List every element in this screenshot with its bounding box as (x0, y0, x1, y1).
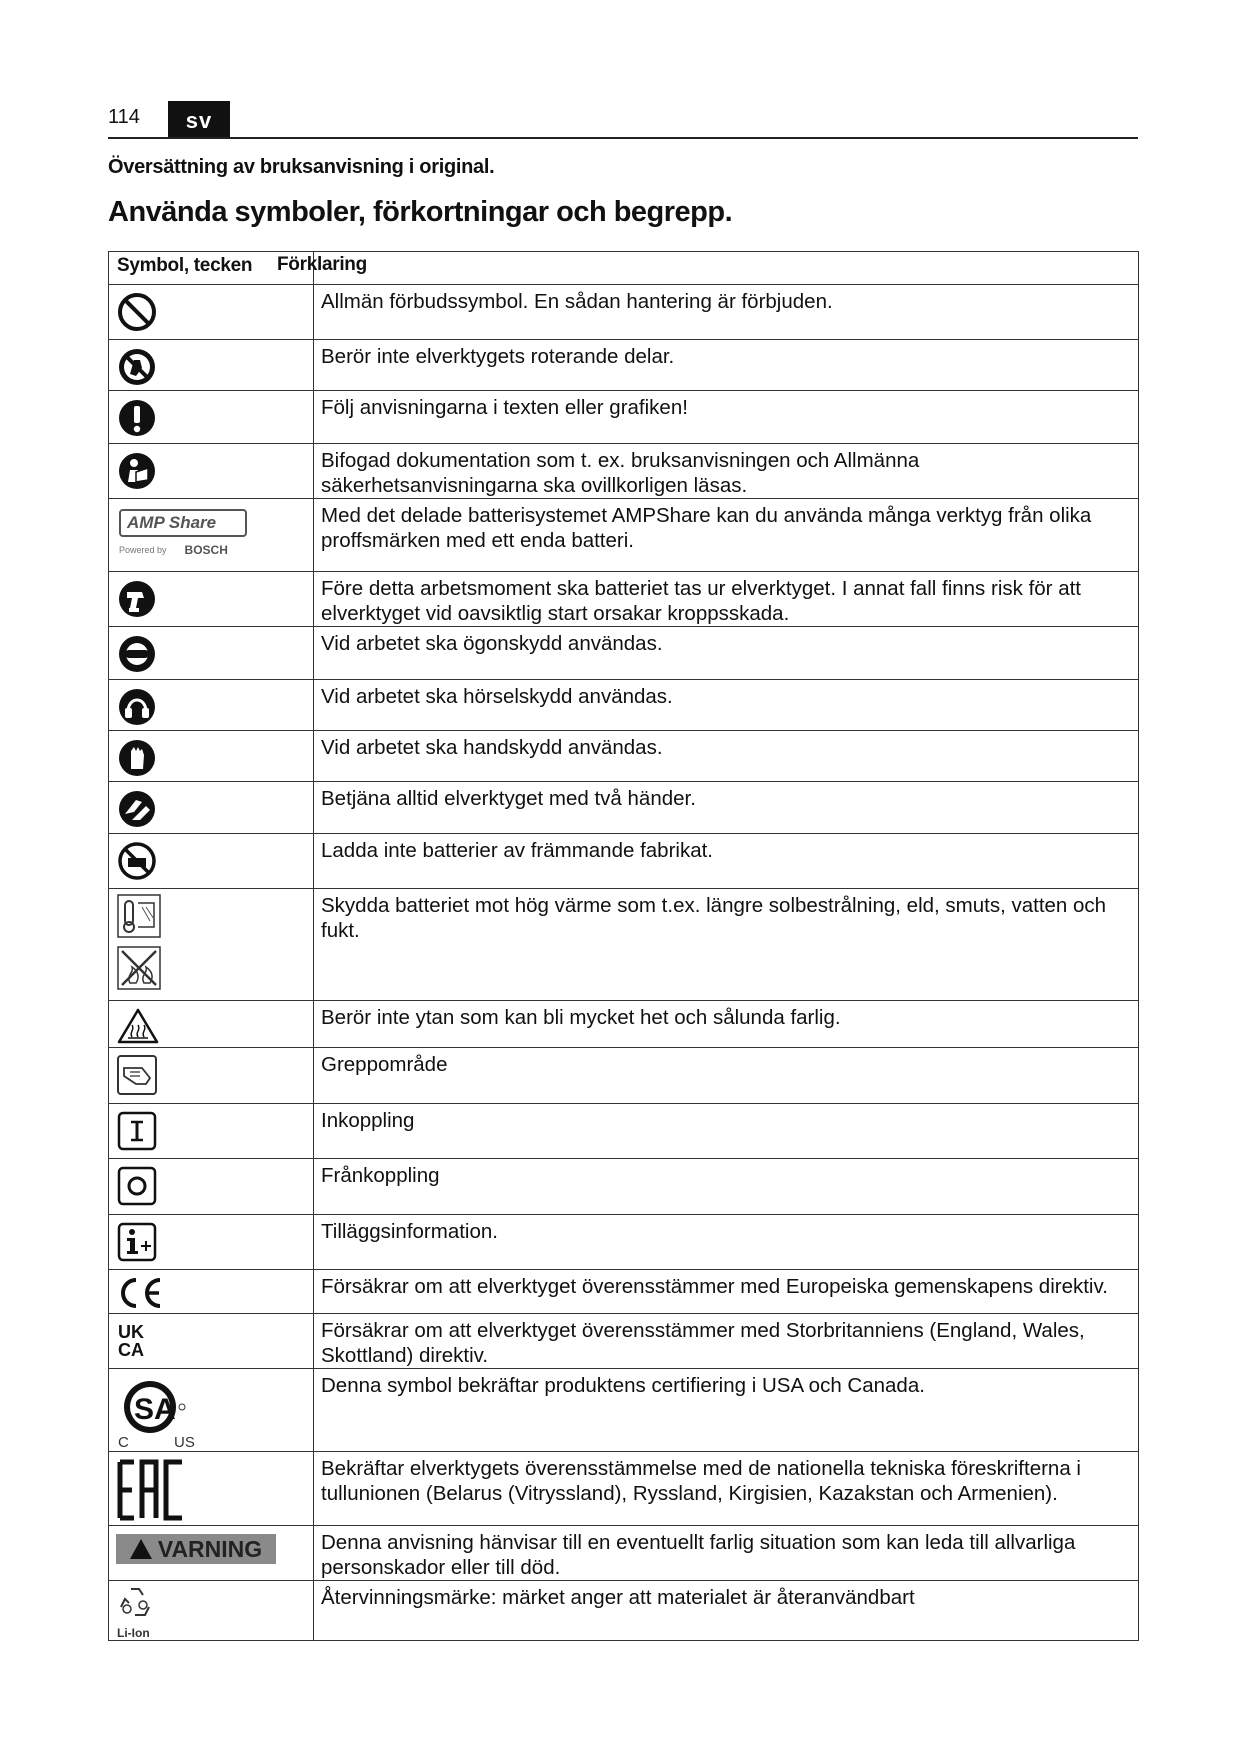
table-row (109, 1526, 1139, 1581)
table-row (109, 391, 1139, 444)
csa-c-text: C (118, 1434, 129, 1451)
row-text: Försäkrar om att elverktyget överensstämmer med Storbritanniens (England, Wales, Skottland) direktiv. (314, 1314, 1139, 1369)
exclamation-icon (116, 397, 158, 439)
no-touch-rotating-icon (116, 346, 158, 388)
col-symbol-header: Symbol, tecken (109, 252, 314, 285)
table-row (109, 1104, 1139, 1159)
ukca-bottom-text: CA (118, 1340, 144, 1360)
symbols-table (108, 251, 1139, 1641)
hearing-protection-icon (116, 686, 158, 728)
ampshare-powered-by: Powered by (119, 545, 167, 555)
row-text: Denna symbol bekräftar produktens certifiering i USA och Canada. (314, 1369, 1139, 1452)
warning-triangle-icon (130, 1539, 152, 1559)
table-row (109, 499, 1139, 572)
ukca-mark-icon (116, 1320, 156, 1360)
svg-text:SA: SA (134, 1393, 176, 1426)
row-text: Vid arbetet ska ögonskydd användas. (314, 627, 1139, 680)
table-row (109, 285, 1139, 340)
row-text: Skydda batteriet mot hög värme som t.ex. längre solbestrålning, eld, smuts, vatten och fukt. (314, 889, 1139, 1001)
bosch-brand: BOSCH (184, 543, 228, 557)
recycling-arrows-icon (117, 1585, 153, 1621)
hot-surface-icon (116, 1007, 160, 1045)
table-row (109, 782, 1139, 834)
csa-us-text: US (174, 1434, 195, 1451)
table-row (109, 627, 1139, 680)
col-explanation-header-label: Förklaring (277, 254, 367, 275)
table-row (109, 1270, 1139, 1314)
additional-info-icon (116, 1221, 158, 1263)
row-text: Bifogad dokumentation som t. ex. bruksanvisningen och Allmänna säkerhetsanvisningarna ska ovillkorligen läsas. (314, 444, 1139, 499)
row-text: Återvinningsmärke: märket anger att materialet är återanvändbart (314, 1581, 1139, 1641)
ampshare-logo-text: AMP Share (119, 509, 247, 537)
two-hands-icon (116, 788, 158, 830)
eye-protection-icon (116, 633, 158, 675)
table-row (109, 444, 1139, 499)
language-tab: sv (168, 101, 230, 138)
row-text: Frånkoppling (314, 1159, 1139, 1215)
table-row (109, 1048, 1139, 1104)
table-row (109, 572, 1139, 627)
row-text: Följ anvisningarna i texten eller grafiken! (314, 391, 1139, 444)
row-text: Allmän förbudssymbol. En sådan hantering är förbjuden. (314, 285, 1139, 340)
row-text: Berör inte elverktygets roterande delar. (314, 340, 1139, 391)
table-row (109, 1001, 1139, 1048)
ce-mark-icon (116, 1276, 166, 1310)
col-explanation-header (277, 252, 1139, 285)
csa-mark-icon (116, 1375, 206, 1451)
page-title: Använda symboler, förkortningar och begrepp. (108, 196, 733, 228)
battery-temperature-icon (116, 893, 162, 939)
row-text: Denna anvisning hänvisar till en eventuellt farlig situation som kan leda till allvarliga personskador eller till död. (314, 1526, 1139, 1581)
row-text: Greppområde (314, 1048, 1139, 1104)
eac-mark-icon (116, 1458, 188, 1522)
row-text: Med det delade batterisystemet AMPShare kan du använda många verktyg från olika proffsmärken med ett enda batteri. (314, 499, 1139, 572)
row-text: Vid arbetet ska handskydd användas. (314, 731, 1139, 782)
recycling-li-ion-icon (117, 1585, 313, 1640)
row-text: Bekräftar elverktygets överensstämmelse med de nationella tekniska föreskrifterna i tullunionen (Belarus (Vitryssland), Ryssland, Kirgisien, Kazakstan och Armenien). (314, 1452, 1139, 1526)
warning-badge-icon (116, 1534, 276, 1564)
table-row (109, 834, 1139, 889)
row-text: Berör inte ytan som kan bli mycket het och sålunda farlig. (314, 1001, 1139, 1048)
warning-label: VARNING (157, 1535, 263, 1562)
page-number: 114 (108, 106, 140, 128)
table-row (109, 340, 1139, 391)
header-rule (108, 137, 1138, 139)
ukca-top-text: UK (118, 1322, 144, 1342)
read-manual-icon (116, 450, 158, 492)
table-header-row (109, 252, 1139, 285)
hand-protection-icon (116, 737, 158, 779)
switch-on-icon (116, 1110, 158, 1152)
table-row (109, 1215, 1139, 1270)
row-text: Före detta arbetsmoment ska batteriet tas ur elverktyget. I annat fall finns risk för att elverktyget vid oavsiktlig start orsakar kroppsskada. (314, 572, 1139, 627)
prohibition-icon (116, 291, 158, 333)
ampshare-logo-icon (119, 509, 313, 557)
no-foreign-charger-icon (116, 840, 158, 882)
row-text: Vid arbetet ska hörselskydd användas. (314, 680, 1139, 731)
battery-no-fire-water-icon (116, 945, 162, 991)
table-row (109, 1159, 1139, 1215)
row-text: Försäkrar om att elverktyget överensstämmer med Europeiska gemenskapens direktiv. (314, 1270, 1139, 1314)
table-row (109, 1314, 1139, 1369)
row-text: Ladda inte batterier av främmande fabrikat. (314, 834, 1139, 889)
document-subtitle: Översättning av bruksanvisning i original. (108, 156, 495, 178)
row-text: Betjäna alltid elverktyget med två händer. (314, 782, 1139, 834)
row-text: Inkoppling (314, 1104, 1139, 1159)
grip-area-icon (116, 1054, 158, 1096)
remove-battery-icon (116, 578, 158, 620)
switch-off-icon (116, 1165, 158, 1207)
battery-heat-icon (109, 889, 313, 991)
table-row (109, 1452, 1139, 1526)
li-ion-label: Li-Ion (117, 1626, 150, 1640)
table-row (109, 680, 1139, 731)
table-row (109, 1369, 1139, 1452)
table-row (109, 731, 1139, 782)
table-row (109, 1581, 1139, 1641)
row-text: Tilläggsinformation. (314, 1215, 1139, 1270)
table-row (109, 889, 1139, 1001)
